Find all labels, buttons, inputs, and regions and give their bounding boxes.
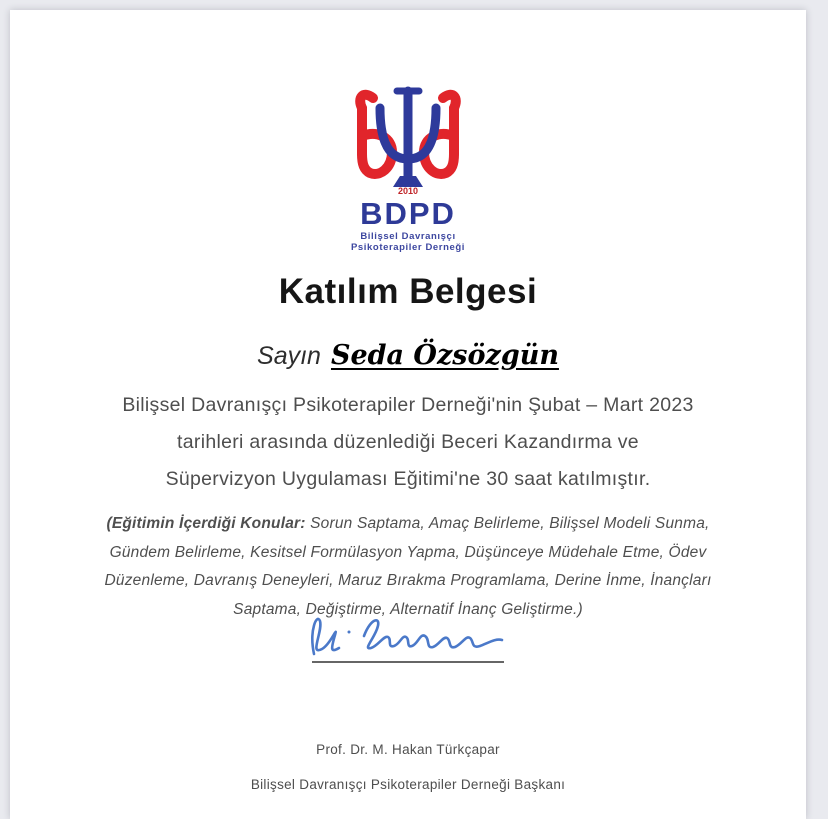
- topics-paragraph: [78, 510, 738, 624]
- bdpd-logo: [10, 84, 806, 253]
- logo-org-line-1: Bilişsel Davranışçı: [360, 230, 456, 242]
- signature-line: [312, 661, 504, 663]
- topics-lead-label: (Eğitimin İçerdiği Konular:: [106, 515, 306, 532]
- certificate-page: [10, 10, 806, 819]
- salutation-line: [10, 340, 806, 371]
- logo-acronym: BDPD: [360, 196, 456, 231]
- signatory-title: Bilişsel Davranışçı Psikoterapiler Derneği Başkanı: [250, 777, 566, 792]
- salutation-word: Sayın: [257, 342, 321, 370]
- signature-handwriting-icon: [302, 608, 514, 664]
- bdpd-psi-logo-icon: [340, 84, 476, 196]
- logo-org-line-2: Psikoterapiler Derneği: [350, 241, 466, 253]
- body-line-2: tarihleri arasında düzenlediği Beceri Kazandırma ve: [177, 431, 639, 453]
- recipient-name: Seda Özsözgün: [330, 340, 559, 371]
- topics-list-text: Sorun Saptama, Amaç Belirleme, Bilişsel Modeli Sunma, Gündem Belirleme, Kesitsel Formülasyon Yapma, Düşünceye Müdehale Etme, Ödev Düzenleme, Davranış Deneyleri, Maruz Bırakma Programlama, Derine İnme, İnançları Saptama, Değiştirme, Alternatif İnanç Geliştirme.): [104, 515, 712, 618]
- body-line-3: Süpervizyon Uygulaması Eğitimi'ne 30 saat katılmıştır.: [165, 468, 651, 490]
- logo-year-label: 2010: [397, 186, 419, 196]
- signature-block: [10, 608, 806, 663]
- topics-section: [10, 510, 806, 624]
- certificate-body: [10, 387, 806, 498]
- certificate-title: Katılım Belgesi: [278, 272, 538, 311]
- body-line-1: Bilişsel Davranışçı Psikoterapiler Derneği'nin Şubat – Mart 2023: [122, 394, 694, 416]
- signatory-name: Prof. Dr. M. Hakan Türkçapar: [316, 742, 500, 757]
